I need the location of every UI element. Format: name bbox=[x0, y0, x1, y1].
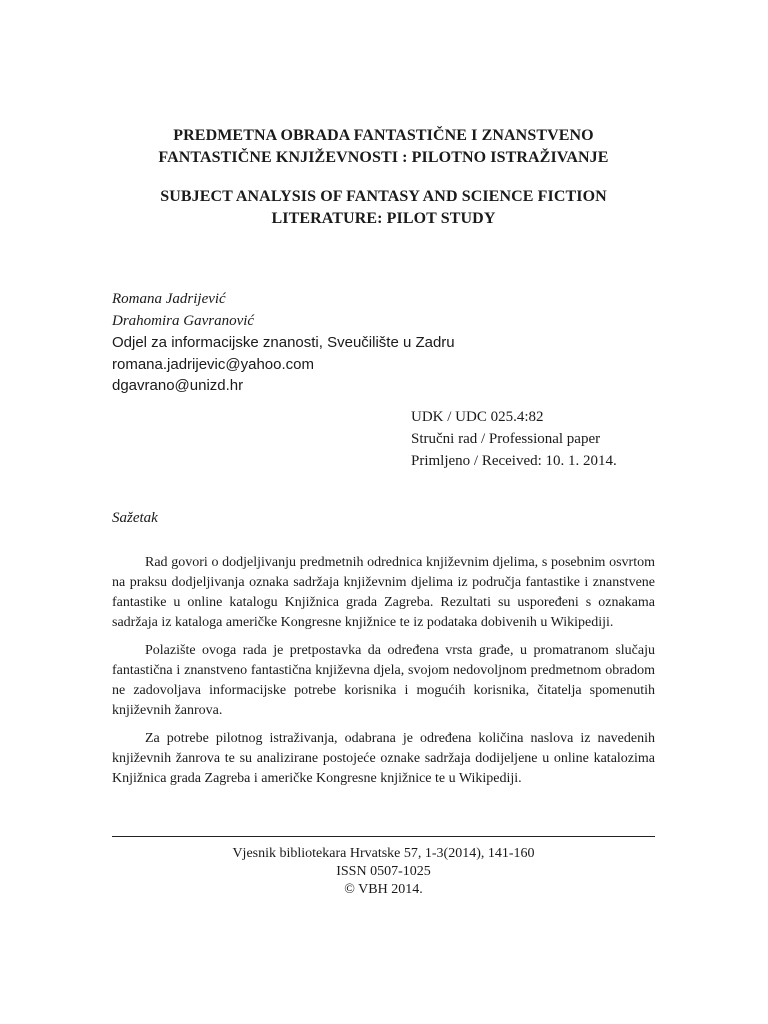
paper-type: Stručni rad / Professional paper bbox=[411, 431, 601, 447]
author-name-1: Romana Jadrijević bbox=[112, 291, 226, 307]
title-croatian bbox=[112, 125, 655, 169]
title-croatian-line-2: FANTASTIČNE KNJIŽEVNOSTI : PILOTNO ISTRAŽIVANJE bbox=[158, 149, 609, 166]
author-name-2: Drahomira Gavranović bbox=[112, 312, 255, 329]
author-email-1[interactable]: romana.jadrijevic@yahoo.com bbox=[112, 355, 314, 373]
title-english-line-2: LITERATURE: PILOT STUDY bbox=[271, 210, 496, 227]
page-footer bbox=[112, 845, 655, 899]
author-affiliation: Odjel za informacijske znanosti, Sveučilište u Zadru bbox=[112, 334, 455, 351]
abstract-paragraph-2: Polazište ovoga rada je pretpostavka da određena vrsta građe, u promatranom slučaju fantastična i znanstveno fantastična književna djela, svojom nedovoljnom predmetnom obradom ne zadovoljava informacijske potrebe korisnika i mogućih korisnika, čitatelja spomenutih književnih žanrova. bbox=[112, 643, 655, 718]
author-block bbox=[112, 289, 455, 397]
abstract-body bbox=[112, 553, 655, 797]
abstract-paragraph-3: Za potrebe pilotnog istraživanja, odabrana je određena količina naslova iz navedenih književnih žanrova te su analizirane postojeće oznake sadržaja dodijeljene u online katalozima Knjižnica grada Zagreba i američke Kongresne knjižnice te u Wikipediji. bbox=[112, 731, 655, 786]
title-english bbox=[112, 186, 655, 230]
received-date: Primljeno / Received: 10. 1. 2014. bbox=[411, 453, 617, 469]
copyright-notice: © VBH 2014. bbox=[344, 882, 423, 897]
author-email-2[interactable]: dgavrano@unizd.hr bbox=[112, 377, 244, 394]
title-croatian-line-1: PREDMETNA OBRADA FANTASTIČNE I ZNANSTVENO bbox=[173, 127, 594, 144]
issn-number: ISSN 0507-1025 bbox=[336, 864, 431, 879]
udc-classification: UDK / UDC 025.4:82 bbox=[411, 409, 544, 425]
footer-divider bbox=[112, 836, 655, 837]
abstract-heading: Sažetak bbox=[112, 510, 158, 526]
paper-metadata bbox=[411, 406, 617, 472]
title-english-line-1: SUBJECT ANALYSIS OF FANTASY AND SCIENCE FICTION bbox=[160, 188, 607, 205]
abstract-paragraph-1: Rad govori o dodjeljivanju predmetnih odrednica književnim djelima, s posebnim osvrtom na praksu dodjeljivanja oznaka sadržaja književnim djelima iz područja fantastike i znanstvene fantastike u online katalogu Knjižnica grada Zagreba. Rezultati su uspoređeni s oznakama sadržaja iz kataloga američke Kongresne knjižnice te iz podataka dobivenih u Wikipediji. bbox=[112, 555, 655, 630]
journal-citation: Vjesnik bibliotekara Hrvatske 57, 1-3(2014), 141-160 bbox=[232, 846, 535, 861]
